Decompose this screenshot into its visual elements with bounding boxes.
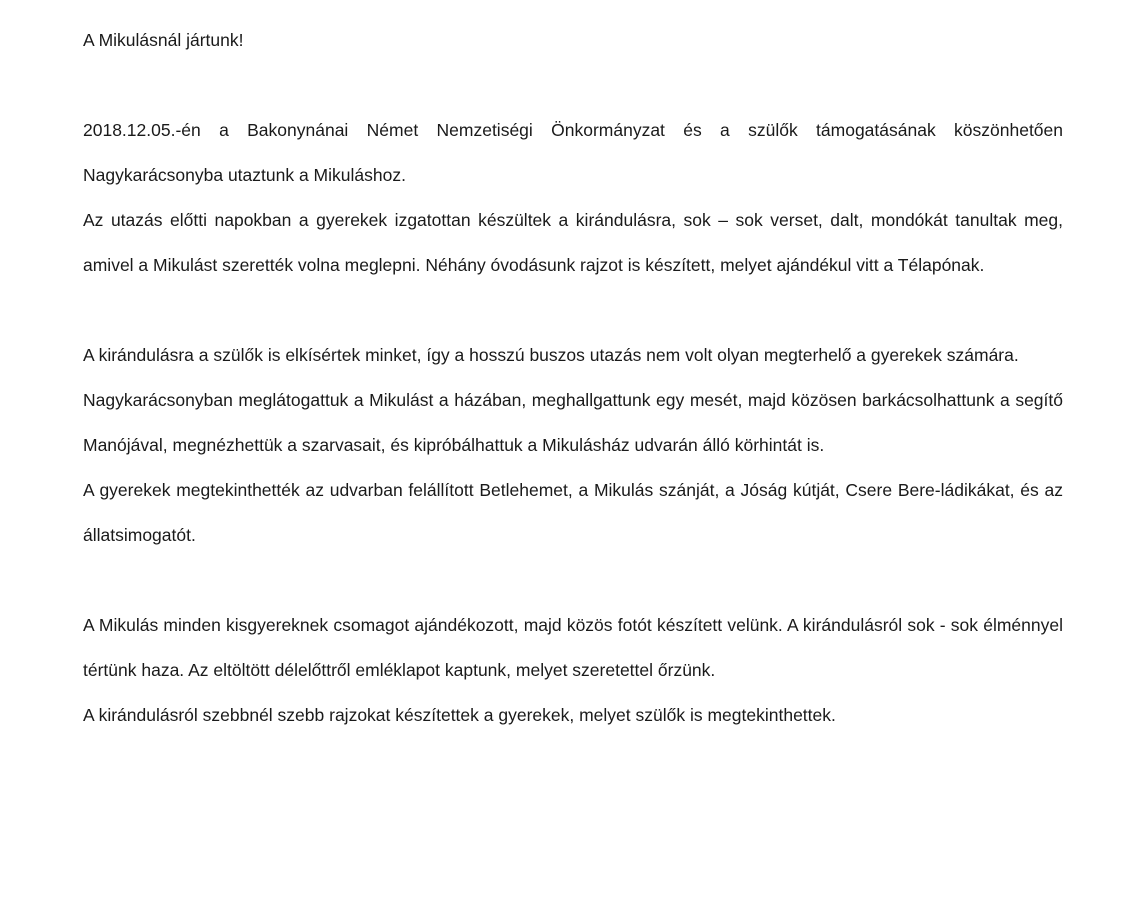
paragraph: Nagykarácsonyban meglátogattuk a Mikulást a házában, meghallgattunk egy mesét, majd közösen barkácsolhattunk a segítő Manójával, megnézhettük a szarvasait, és kipróbálhattuk a Mikulásház udvarán álló körhintát is. (83, 390, 1063, 455)
paragraph: A kirándulásra a szülők is elkísértek minket, így a hosszú buszos utazás nem volt olyan megterhelő a gyerekek számára. (83, 345, 1019, 365)
paragraph: 2018.12.05.-én a Bakonynánai Német Nemzetiségi Önkormányzat és a szülők támogatásának köszönhetően Nagykarácsonyba utaztunk a Mikuláshoz. (83, 120, 1063, 185)
paragraph: Az utazás előtti napokban a gyerekek izgatottan készültek a kirándulásra, sok – sok verset, dalt, mondókát tanultak meg, amivel a Mikulást szerették volna meglepni. Néhány óvodásunk rajzot is készített, melyet ajándékul vitt a Télapónak. (83, 210, 1063, 275)
paragraph: A kirándulásról szebbnél szebb rajzokat készítettek a gyerekek, melyet szülők is megtekinthettek. (83, 705, 836, 725)
paragraph-block-1 (83, 108, 1063, 288)
block-spacer (83, 558, 1063, 603)
document-body (83, 18, 1063, 738)
paragraph: A gyerekek megtekinthették az udvarban felállított Betlehemet, a Mikulás szánját, a Jóság kútját, Csere Bere-ládikákat, és az állatsimogatót. (83, 480, 1063, 545)
paragraph-block-2 (83, 333, 1063, 558)
page-title: A Mikulásnál jártunk! (83, 30, 244, 50)
title-spacer (83, 63, 1063, 108)
block-spacer (83, 288, 1063, 333)
paragraph: A Mikulás minden kisgyereknek csomagot ajándékozott, majd közös fotót készített velünk. A kirándulásról sok - sok élménnyel tértünk haza. Az eltöltött délelőttről emléklapot kaptunk, melyet szeretettel őrzünk. (83, 615, 1063, 680)
paragraph-block-3 (83, 603, 1063, 738)
